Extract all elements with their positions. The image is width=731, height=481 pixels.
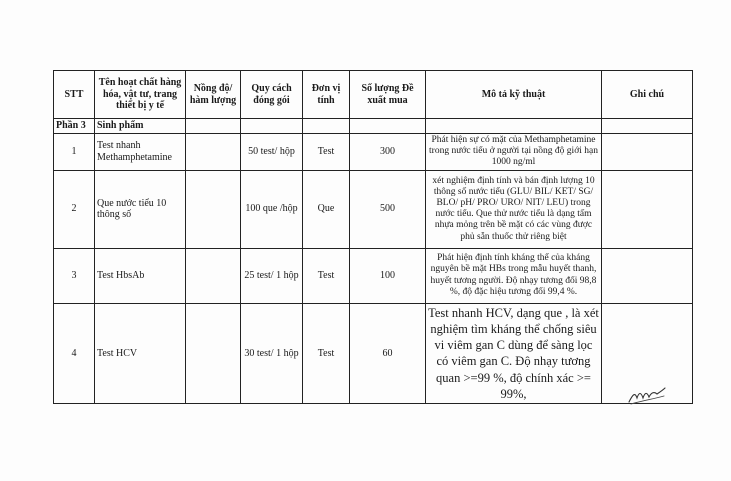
section-empty-cell <box>186 119 241 134</box>
section-empty-cell <box>303 119 350 134</box>
row-packaging: 30 test/ 1 hộp <box>241 303 303 404</box>
header-unit: Đơn vị tính <box>303 71 350 119</box>
row-concentration <box>186 170 241 248</box>
section-empty-cell <box>602 119 693 134</box>
row-quantity: 500 <box>350 170 426 248</box>
row-name: Que nước tiểu 10 thông số <box>95 170 186 248</box>
row-stt: 3 <box>54 248 95 303</box>
row-unit: Test <box>303 248 350 303</box>
row-description: Phát hiện định tính kháng thể của kháng nguyên bề mặt HBs trong mẫu huyết thanh, huyết tương người. Độ nhạy tương đối 98,8 %, độ đặc hiệu tương đối 99,4 %. <box>426 248 602 303</box>
row-stt: 2 <box>54 170 95 248</box>
row-notes <box>602 248 693 303</box>
row-name: Test nhanh Methamphetamine <box>95 134 186 171</box>
row-description: Test nhanh HCV, dạng que , là xét nghiệm tìm kháng thể chống siêu vi viêm gan C dùng để sàng lọc có viêm gan C. Độ nhạy tương quan >=99 %, độ chính xác >= 99%, <box>426 303 602 404</box>
section-part: Phần 3 <box>54 119 95 134</box>
section-title: Sinh phẩm <box>95 119 186 134</box>
row-packaging: 25 test/ 1 hộp <box>241 248 303 303</box>
row-packaging: 50 test/ hộp <box>241 134 303 171</box>
table-row <box>54 134 693 171</box>
row-name: Test HbsAb <box>95 248 186 303</box>
row-notes <box>602 134 693 171</box>
header-notes: Ghi chú <box>602 71 693 119</box>
row-unit: Test <box>303 303 350 404</box>
handwritten-signature-icon <box>627 384 667 406</box>
header-concentration: Nồng độ/ hàm lượng <box>186 71 241 119</box>
header-description: Mô tả kỹ thuật <box>426 71 602 119</box>
section-empty-cell <box>426 119 602 134</box>
section-empty-cell <box>350 119 426 134</box>
row-quantity: 100 <box>350 248 426 303</box>
table-row <box>54 170 693 248</box>
row-description: xét nghiệm định tính và bán định lượng 10 thông số nước tiểu (GLU/ BIL/ KET/ SG/ BLO/ pH/ PRO/ URO/ NIT/ LEU) trong nước tiểu. Que thử nước tiểu là dạng tấm nhựa mỏng trên bề mặt có các vùng được phủ sẵn thuốc thử riêng biệt <box>426 170 602 248</box>
row-concentration <box>186 248 241 303</box>
header-name: Tên hoạt chất hàng hóa, vật tư, trang thiết bị y tế <box>95 71 186 119</box>
procurement-table <box>53 70 693 404</box>
row-quantity: 300 <box>350 134 426 171</box>
row-stt: 4 <box>54 303 95 404</box>
row-unit: Test <box>303 134 350 171</box>
row-concentration <box>186 303 241 404</box>
section-empty-cell <box>241 119 303 134</box>
header-row <box>54 71 693 119</box>
row-name: Test HCV <box>95 303 186 404</box>
row-stt: 1 <box>54 134 95 171</box>
row-concentration <box>186 134 241 171</box>
section-row <box>54 119 693 134</box>
row-description: Phát hiện sự có mặt của Methamphetamine trong nước tiểu ở người tại nồng độ giới hạn 1000 ng/ml <box>426 134 602 171</box>
header-packaging: Quy cách đóng gói <box>241 71 303 119</box>
row-quantity: 60 <box>350 303 426 404</box>
table-row <box>54 303 693 404</box>
header-stt: STT <box>54 71 95 119</box>
table-row <box>54 248 693 303</box>
row-unit: Que <box>303 170 350 248</box>
row-packaging: 100 que /hộp <box>241 170 303 248</box>
row-notes <box>602 170 693 248</box>
header-quantity: Số lượng Đề xuất mua <box>350 71 426 119</box>
